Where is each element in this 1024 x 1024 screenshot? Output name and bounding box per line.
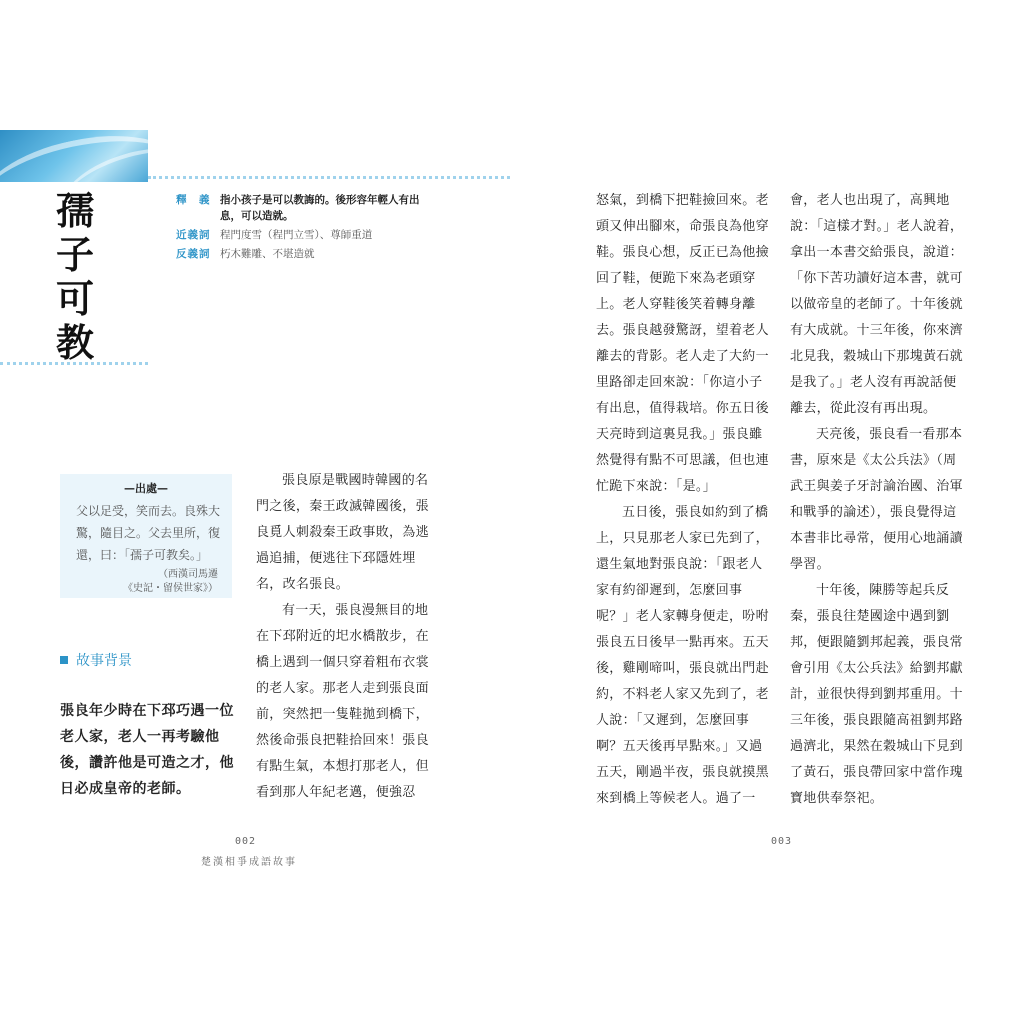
background-summary: 張良年少時在下邳巧遇一位老人家，老人一再考驗他後，讚許他是可造之才，他日必成皇帝的老師。 — [60, 703, 234, 797]
page-number-left: 002 — [235, 836, 257, 847]
definition-label: 近義詞 — [176, 229, 211, 241]
header-decoration-band — [0, 130, 148, 182]
running-book-title: 楚漢相爭成語故事 — [201, 857, 297, 868]
paragraph: 十年後，陳勝等起兵反秦，張良往楚國途中遇到劉邦，便跟隨劉邦起義，張良常會引用《太公兵法》給劉邦獻計，並很快得到劉邦重用。十三年後，張良跟隨高祖劉邦路過濟北，果然在穀城山下見到了黃石，張良帶回家中當作瑰寶地供奉祭祀。 — [790, 583, 963, 806]
source-citation — [68, 568, 218, 596]
definition-meaning — [176, 192, 436, 224]
source-quote: 父以足受，笑而去。良殊大驚，隨目之。父去里所，復還，曰：「孺子可教矣。」 — [76, 504, 221, 562]
paragraph: 天亮後，張良看一看那本書，原來是《太公兵法》（周武王與姜子牙討論治國、治軍和戰爭的論述），張良覺得這本書非比尋常，便用心地誦讀學習。 — [790, 427, 963, 572]
definition-synonyms — [176, 227, 436, 243]
definition-text: 指小孩子是可以教誨的。後形容年輕人有出息，可以造就。 — [220, 194, 420, 222]
dotted-rule-top — [148, 176, 510, 179]
story-column-3 — [790, 188, 966, 812]
definitions-block — [176, 192, 436, 265]
title-char: 子 — [56, 232, 95, 277]
definition-text: 程門度雪（程門立雪）、尊師重道 — [220, 229, 373, 241]
definition-label: 反義詞 — [176, 248, 211, 260]
square-bullet-icon — [60, 656, 68, 664]
citation-author: （西漢司馬遷 — [158, 569, 218, 580]
paragraph: 會，老人也出現了，高興地說：「這樣才對。」老人說着，拿出一本書交給張良，說道：「你下苦功讀好這本書，就可以做帝皇的老師了。十年後就有大成就。十三年後，你來濟北見我，穀城山下那塊黃石就是我了。」老人沒有再說話便離去，從此沒有再出現。 — [790, 193, 964, 416]
citation-work: 《史記・留侯世家》） — [123, 583, 218, 594]
page-number-right: 003 — [771, 836, 793, 847]
title-char: 孺 — [56, 188, 95, 233]
paragraph: 有一天，張良漫無目的地在下邳附近的圯水橋散步，在橋上遇到一個只穿着粗布衣裳的老人家。那老人走到張良面前，突然把一隻鞋拋到橋下，然後命張良把鞋拾回來！張良有點生氣，本想打那老人，但看到那人年紀老邁，便強忍 — [256, 603, 429, 800]
title-char: 可 — [56, 276, 95, 321]
paragraph: 怒氣，到橋下把鞋撿回來。老頭又伸出腳來，命張良為他穿鞋。張良心想，反正已為他撿回了鞋，便跪下來為老頭穿上。老人穿鞋後笑着轉身離去。張良越發驚訝，望着老人離去的背影。老人走了大約一里路卻走回來說：「你這小子有出息，值得栽培。你五日後天亮時到這裏見我。」張良雖然覺得有點不可思議，但也連忙跪下來說：「是。」 — [596, 193, 769, 494]
definition-antonyms — [176, 246, 436, 262]
background-heading-text: 故事背景 — [76, 653, 132, 669]
story-column-2 — [596, 188, 772, 812]
idiom-title — [56, 190, 102, 366]
title-char: 教 — [56, 320, 95, 365]
source-box — [60, 474, 232, 598]
background-heading — [60, 650, 132, 670]
paragraph: 五日後，張良如約到了橋上，只見那老人家已先到了，還生氣地對張良說：「跟老人家有約卻遲到，怎麼回事呢？」老人家轉身便走，吩咐張良五日後早一點再來。五天後，雞剛啼叫，張良就出門赴約，不料老人家又先到了，老人說：「又遲到，怎麼回事啊？五天後再早點來。」又過五天，剛過半夜，張良就摸黑來到橋上等候老人。過了一 — [596, 505, 769, 806]
source-heading: —出處— — [124, 482, 168, 495]
definition-label: 釋 義 — [176, 194, 211, 206]
story-column-1 — [256, 468, 430, 806]
definition-text: 朽木難雕、不堪造就 — [220, 248, 315, 260]
paragraph: 張良原是戰國時韓國的名門之後，秦王政滅韓國後，張良覓人刺殺秦王政事敗，為逃過追捕，便逃往下邳隱姓埋名，改名張良。 — [256, 473, 429, 592]
